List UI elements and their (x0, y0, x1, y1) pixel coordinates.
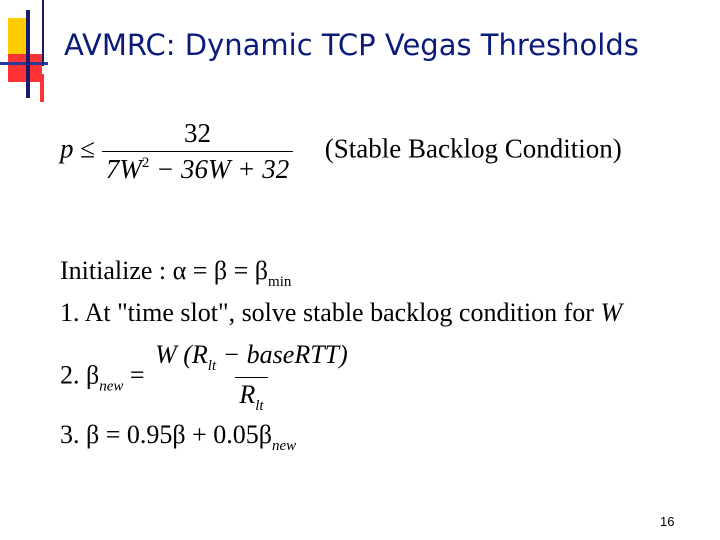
stable-fraction (102, 118, 293, 185)
step2-den-sub: lt (255, 398, 264, 414)
den-term-b: − 36W + 32 (149, 154, 290, 184)
step-2 (60, 340, 352, 415)
stable-numerator: 32 (184, 118, 212, 148)
step-1 (60, 298, 622, 328)
corner-decoration-red (8, 54, 42, 82)
corner-decoration-vertical-thin (42, 0, 44, 66)
corner-decoration-line (0, 62, 48, 65)
init-sub: min (268, 274, 292, 290)
step2-eq: = (123, 360, 152, 390)
page-number: 16 (660, 514, 675, 529)
corner-decoration-vertical (26, 10, 30, 98)
stable-label: (Stable Backlog Condition) (324, 133, 622, 164)
step1-var: W (600, 298, 623, 327)
step3-sub: new (272, 438, 297, 454)
step2-prefix-sub: new (99, 378, 124, 395)
stable-backlog-equation (60, 118, 622, 185)
init-text: Initialize : α = β = β (60, 256, 269, 285)
step2-fraction (151, 340, 352, 415)
step2-den: R (239, 380, 256, 409)
stable-denominator (102, 151, 293, 185)
den-term-a: 7W (105, 154, 142, 184)
step2-num-sub: lt (207, 358, 217, 374)
eq-lhs: p (60, 133, 74, 164)
step2-num-a: W (R (155, 340, 208, 369)
step3-text: 3. β = 0.95β + 0.05β (60, 420, 273, 449)
step1-text: 1. At "time slot", solve stable backlog condition for (60, 298, 601, 327)
step2-numerator (151, 340, 352, 377)
step2-denominator (235, 377, 267, 415)
step-3 (60, 420, 296, 455)
slide-title: AVMRC: Dynamic TCP Vegas Thresholds (64, 28, 639, 62)
corner-decoration-red-strip (40, 74, 44, 102)
step2-prefix: 2. β (60, 360, 100, 390)
initialize-equation (60, 256, 291, 291)
step2-num-b: − baseRTT) (216, 340, 348, 369)
corner-decoration-yellow (8, 18, 26, 58)
den-exponent: 2 (141, 155, 150, 171)
eq-rel: ≤ (80, 133, 96, 164)
